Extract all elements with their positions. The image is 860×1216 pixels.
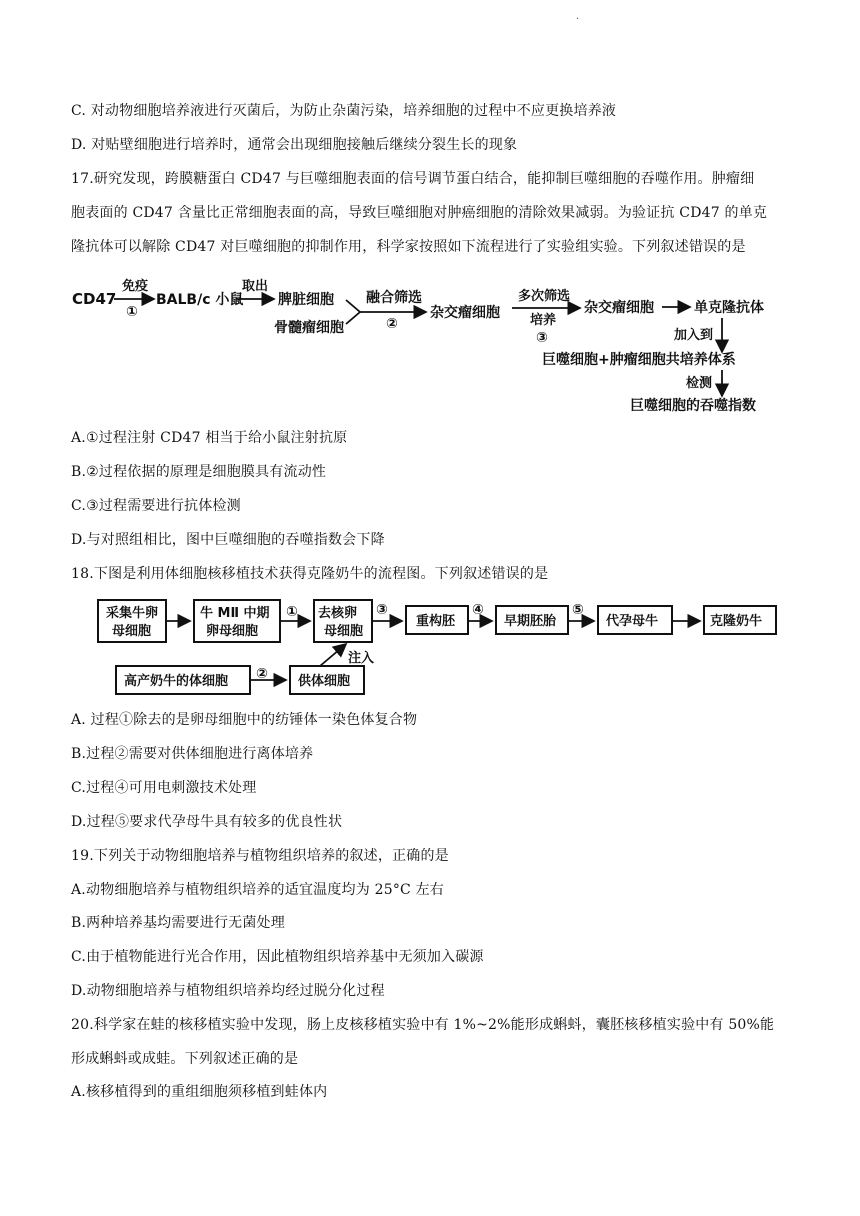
q18-option-a[interactable]: A. 过程①除去的是卵母细胞中的纺锤体一染色体复合物 — [71, 712, 418, 728]
q20-option-a[interactable]: A.核移植得到的重组细胞须移植到蛙体内 — [71, 1084, 328, 1100]
q18-step-2: ② — [256, 666, 268, 682]
q19-option-d[interactable]: D.动物细胞培养与植物组织培养均经过脱分化过程 — [71, 983, 385, 999]
q18-option-b[interactable]: B.过程②需要对供体细胞进行离体培养 — [71, 746, 314, 762]
q17-detect-label: 检测 — [686, 376, 713, 391]
q18-box-5: 早期胚胎 — [504, 614, 557, 629]
q17-stem-line-2: 胞表面的 CD47 含量比正常细胞表面的高，导致巨噬细胞对肿癌细胞的清除效果减弱。为验证抗 CD47 的单克 — [71, 205, 768, 221]
q18-box-4: 重构胚 — [416, 614, 456, 629]
q18-box-3-line-1: 去核卵 — [318, 606, 358, 621]
q17-step-1: ① — [126, 304, 138, 320]
q18-box-3-line-2: 母细胞 — [324, 624, 364, 639]
q18-stem: 18.下图是利用体细胞核移植技术获得克隆奶牛的流程图。下列叙述错误的是 — [71, 566, 549, 582]
q20-stem-line-2: 形成蝌蚪或成蛙。下列叙述正确的是 — [71, 1051, 299, 1067]
q17-addto-label: 加入到 — [674, 328, 714, 343]
q18-box-8: 高产奶牛的体细胞 — [124, 674, 229, 689]
q19-option-a[interactable]: A.动物细胞培养与植物组织培养的适宜温度均为 25°C 左右 — [71, 882, 444, 898]
q17-option-d[interactable]: D.与对照组相比，图中巨噬细胞的吞噬指数会下降 — [71, 532, 385, 548]
q17-mab-label: 单克隆抗体 — [694, 300, 764, 316]
q17-multi-label: 多次筛选 — [518, 289, 571, 304]
q17-mouse-label: BALB/c 小鼠 — [156, 292, 244, 308]
q18-step-5: ⑤ — [572, 602, 584, 618]
q20-stem-line-1: 20.科学家在蛙的核移植实验中发现，肠上皮核移植实验中有 1%~2%能形成蝌蚪，囊胚核移植实验中有 50%能 — [71, 1017, 775, 1033]
q17-immune-label: 免疫 — [122, 279, 149, 294]
q18-step-3: ③ — [376, 602, 388, 618]
q17-option-b[interactable]: B.②过程依据的原理是细胞膜具有流动性 — [71, 464, 327, 480]
q17-option-a[interactable]: A.①过程注射 CD47 相当于给小鼠注射抗原 — [71, 430, 348, 446]
q18-option-d[interactable]: D.过程⑤要求代孕母牛具有较多的优良性状 — [71, 814, 343, 830]
q17-flowchart — [70, 272, 790, 422]
q17-hybrid-1-label: 杂交瘤细胞 — [430, 305, 500, 321]
q18-box-6: 代孕母牛 — [606, 614, 659, 629]
q19-option-b[interactable]: B.两种培养基均需要进行无菌处理 — [71, 915, 285, 931]
q17-merge-bracket — [346, 300, 360, 324]
q17-take-label: 取出 — [242, 279, 269, 294]
q18-box-2-line-1: 牛 MⅡ 中期 — [200, 606, 270, 621]
q17-spleen-label: 脾脏细胞 — [278, 292, 334, 308]
q17-myeloma-label: 骨髓瘤细胞 — [274, 320, 344, 336]
q17-culture-label: 培养 — [530, 313, 557, 328]
page-mark: · — [576, 14, 580, 25]
q17-fuse-label: 融合筛选 — [366, 290, 422, 306]
q17-stem-line-3: 隆抗体可以解除 CD47 对巨噬细胞的抑制作用，科学家按照如下流程进行了实验组实验。下列叙述错误的是 — [71, 239, 746, 255]
q16-option-c[interactable]: C. 对动物细胞培养液进行灭菌后，为防止杂菌污染，培养细胞的过程中不应更换培养液 — [71, 103, 617, 119]
q18-arrow-inject — [320, 644, 346, 666]
q18-step-1: ① — [286, 604, 298, 620]
q18-box-1-line-1: 采集牛卵 — [106, 606, 159, 621]
q17-hybrid-2-label: 杂交瘤细胞 — [584, 300, 654, 316]
q18-box-1-line-2: 母细胞 — [112, 624, 152, 639]
q18-box-2-line-2: 卵母细胞 — [206, 624, 259, 639]
q18-step-4: ④ — [472, 602, 484, 618]
q17-step-2: ② — [386, 316, 398, 332]
q17-cd47-label: CD47 — [72, 290, 117, 308]
q16-option-d[interactable]: D. 对贴壁细胞进行培养时，通常会出现细胞接触后继续分裂生长的现象 — [71, 137, 518, 153]
q18-box-7: 克隆奶牛 — [710, 614, 763, 629]
q18-inject-label: 注入 — [348, 651, 375, 666]
q18-option-c[interactable]: C.过程④可用电刺激技术处理 — [71, 780, 257, 796]
q18-box-9: 供体细胞 — [298, 674, 351, 689]
q18-flowchart — [90, 596, 796, 700]
q19-stem: 19.下列关于动物细胞培养与植物组织培养的叙述，正确的是 — [71, 848, 449, 864]
q17-step-3: ③ — [536, 330, 548, 346]
q19-option-c[interactable]: C.由于植物能进行光合作用，因此植物组织培养基中无须加入碳源 — [71, 949, 484, 965]
q17-option-c[interactable]: C.③过程需要进行抗体检测 — [71, 498, 241, 514]
q17-index-label: 巨噬细胞的吞噬指数 — [630, 398, 756, 414]
q17-stem-line-1: 17.研究发现，跨膜糖蛋白 CD47 与巨噬细胞表面的信号调节蛋白结合，能抑制巨噬细胞的吞噬作用。肿瘤细 — [71, 171, 755, 187]
q17-cosystem-label: 巨噬细胞+肿瘤细胞共培养体系 — [542, 352, 736, 368]
